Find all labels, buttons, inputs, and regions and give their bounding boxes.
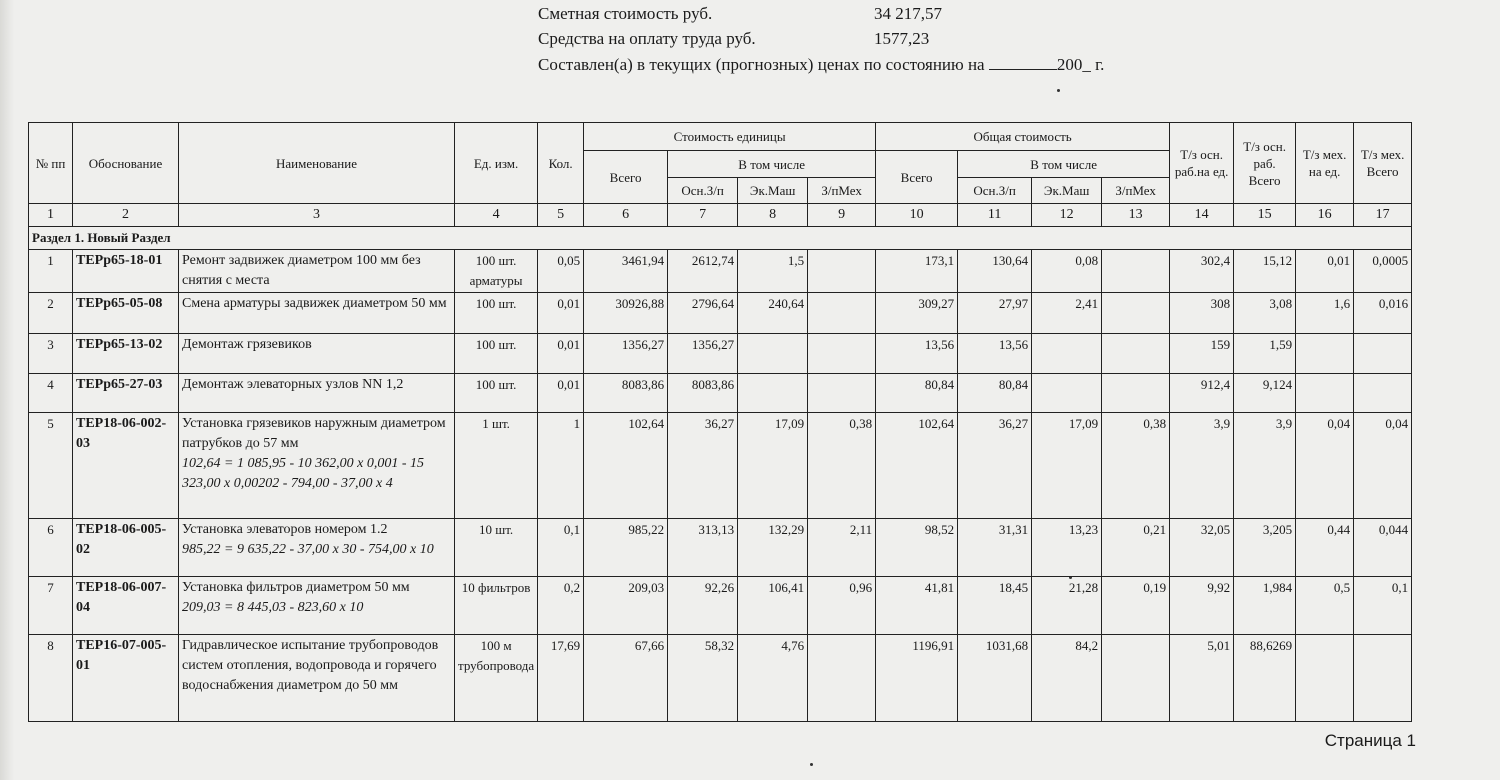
col-header-qty: Кол. [538,123,584,204]
row-tz-osn-ed: 302,4 [1170,250,1234,293]
row-qty: 0,01 [538,293,584,334]
row-name [179,577,455,635]
row-number: 6 [29,519,73,577]
col-header-unit-osn: Осн.З/п [668,178,738,204]
column-numbers-row [29,204,1412,227]
row-total-cost-ekmash [1032,374,1102,413]
row-unit: 1 шт. [455,413,538,519]
table-row [29,293,1412,334]
row-total-cost-osn: 18,45 [958,577,1032,635]
col-number: 17 [1354,204,1412,227]
col-number: 9 [808,204,876,227]
row-tz-meh-ed: 0,44 [1296,519,1354,577]
row-name [179,374,455,413]
row-code: ТЕР18-06-007-04 [73,577,179,635]
row-total-cost-zpmeh [1102,334,1170,374]
row-tz-meh-ed [1296,334,1354,374]
row-code: ТЕРр65-18-01 [73,250,179,293]
row-name-text: Установка фильтров диаметром 50 мм [182,580,410,595]
row-total-cost-zpmeh: 0,21 [1102,519,1170,577]
row-qty: 0,01 [538,334,584,374]
row-tz-meh-all [1354,374,1412,413]
row-tz-meh-all: 0,044 [1354,519,1412,577]
section-title: Раздел 1. Новый Раздел [29,227,1412,250]
labor-cost-line [538,29,929,49]
row-number: 3 [29,334,73,374]
row-total-cost-all: 309,27 [876,293,958,334]
row-total-cost-osn: 36,27 [958,413,1032,519]
row-qty: 1 [538,413,584,519]
row-tz-osn-ed: 308 [1170,293,1234,334]
row-unit: 100 шт. [455,374,538,413]
table-row [29,413,1412,519]
col-header-total-all: Всего [876,151,958,204]
col-header-basis: Обоснование [73,123,179,204]
row-tz-meh-ed: 0,04 [1296,413,1354,519]
row-tz-osn-all: 1,59 [1234,334,1296,374]
row-number: 5 [29,413,73,519]
row-tz-meh-ed: 0,5 [1296,577,1354,635]
col-number: 10 [876,204,958,227]
row-unit-cost-zpmeh: 0,96 [808,577,876,635]
col-number: 6 [584,204,668,227]
row-tz-meh-ed [1296,635,1354,722]
row-total-cost-all: 102,64 [876,413,958,519]
row-unit-cost-zpmeh: 2,11 [808,519,876,577]
col-number: 5 [538,204,584,227]
table-row [29,577,1412,635]
estimated-cost-line [538,4,942,24]
col-number: 13 [1102,204,1170,227]
section-row [29,227,1412,250]
row-number: 8 [29,635,73,722]
row-tz-osn-all: 3,205 [1234,519,1296,577]
row-name [179,519,455,577]
row-unit-cost-ekmash: 1,5 [738,250,808,293]
header-row-1 [29,123,1412,151]
row-formula: 102,64 = 1 085,95 - 10 362,00 x 0,001 - 15 323,00 x 0,00202 - 794,00 - 37,00 x 4 [182,456,424,491]
row-unit-cost-ekmash: 4,76 [738,635,808,722]
scan-speck [1057,89,1060,92]
col-header-unit-zpmeh: З/пМех [808,178,876,204]
col-number: 4 [455,204,538,227]
row-code: ТЕРр65-05-08 [73,293,179,334]
prices-date-line [538,55,1104,75]
row-total-cost-osn: 27,97 [958,293,1032,334]
col-number: 7 [668,204,738,227]
row-unit-cost-zpmeh [808,293,876,334]
labor-cost-label: Средства на оплату труда руб. [538,29,756,48]
row-unit-cost-ekmash: 106,41 [738,577,808,635]
row-unit-cost-zpmeh [808,334,876,374]
row-name-text: Смена арматуры задвижек диаметром 50 мм [182,296,447,311]
col-number: 15 [1234,204,1296,227]
row-name [179,250,455,293]
row-tz-meh-all: 0,0005 [1354,250,1412,293]
row-tz-osn-ed: 912,4 [1170,374,1234,413]
row-tz-meh-ed: 0,01 [1296,250,1354,293]
row-total-cost-zpmeh: 0,38 [1102,413,1170,519]
row-unit: 100 шт. [455,334,538,374]
row-unit: 100 шт. арматуры [455,250,538,293]
col-header-tz-meh-all: Т/з мех. Всего [1354,123,1412,204]
table-row [29,334,1412,374]
row-total-cost-zpmeh [1102,293,1170,334]
col-number: 2 [73,204,179,227]
col-header-total-ekmash: Эк.Маш [1032,178,1102,204]
date-blank-line [989,55,1057,70]
estimated-cost-value: 34 217,57 [874,4,942,23]
page-number: Страница 1 [1324,731,1416,750]
row-tz-osn-all: 88,6269 [1234,635,1296,722]
row-unit-cost-osn: 2612,74 [668,250,738,293]
row-total-cost-all: 41,81 [876,577,958,635]
row-name-text: Гидравлическое испытание трубопроводов систем отопления, водопровода и горячего водоснабжения диаметром до 50 мм [182,638,439,693]
col-header-total-osn: Осн.З/п [958,178,1032,204]
row-code: ТЕРр65-27-03 [73,374,179,413]
row-unit-cost-ekmash [738,374,808,413]
scan-speck [810,763,813,766]
row-unit-cost-ekmash: 17,09 [738,413,808,519]
row-formula: 209,03 = 8 445,03 - 823,60 x 10 [182,600,364,615]
table-row [29,374,1412,413]
row-name [179,635,455,722]
row-tz-osn-all: 3,08 [1234,293,1296,334]
row-code: ТЕР18-06-002-03 [73,413,179,519]
table-row [29,250,1412,293]
row-tz-osn-all: 1,984 [1234,577,1296,635]
col-header-no: № пп [29,123,73,204]
row-qty: 0,05 [538,250,584,293]
estimated-cost-label: Сметная стоимость руб. [538,4,713,23]
row-unit-cost-zpmeh [808,635,876,722]
prices-date-prefix: Составлен(а) в текущих (прогнозных) ценах по состоянию на [538,55,985,74]
col-header-total-zpmeh: З/пМех [1102,178,1170,204]
row-number: 4 [29,374,73,413]
row-unit-cost-all: 30926,88 [584,293,668,334]
row-unit-cost-all: 985,22 [584,519,668,577]
row-unit: 100 шт. [455,293,538,334]
row-total-cost-ekmash: 2,41 [1032,293,1102,334]
col-number: 11 [958,204,1032,227]
row-total-cost-osn: 13,56 [958,334,1032,374]
row-unit: 10 шт. [455,519,538,577]
row-unit-cost-osn: 313,13 [668,519,738,577]
row-unit: 10 фильтров [455,577,538,635]
row-tz-meh-ed: 1,6 [1296,293,1354,334]
col-number: 1 [29,204,73,227]
col-number: 14 [1170,204,1234,227]
row-code: ТЕР18-06-005-02 [73,519,179,577]
row-tz-meh-all: 0,016 [1354,293,1412,334]
col-number: 3 [179,204,455,227]
row-tz-osn-all: 15,12 [1234,250,1296,293]
row-unit-cost-osn: 58,32 [668,635,738,722]
row-total-cost-zpmeh [1102,635,1170,722]
col-header-unit-cost: Стоимость единицы [584,123,876,151]
row-number: 2 [29,293,73,334]
labor-cost-value: 1577,23 [874,29,930,48]
col-number: 16 [1296,204,1354,227]
row-tz-osn-ed: 9,92 [1170,577,1234,635]
row-total-cost-osn: 130,64 [958,250,1032,293]
table-row [29,635,1412,722]
row-unit-cost-osn: 92,26 [668,577,738,635]
row-tz-meh-all: 0,1 [1354,577,1412,635]
row-tz-meh-all [1354,334,1412,374]
col-header-tz-osn-ed: Т/з осн. раб.на ед. [1170,123,1234,204]
row-total-cost-all: 1196,91 [876,635,958,722]
row-total-cost-all: 13,56 [876,334,958,374]
row-unit-cost-osn: 36,27 [668,413,738,519]
row-unit-cost-all: 102,64 [584,413,668,519]
col-header-unit: Ед. изм. [455,123,538,204]
row-tz-osn-all: 3,9 [1234,413,1296,519]
row-unit-cost-all: 1356,27 [584,334,668,374]
row-unit-cost-all: 209,03 [584,577,668,635]
row-formula: 985,22 = 9 635,22 - 37,00 x 30 - 754,00 x 10 [182,542,434,557]
col-header-total-incl: В том числе [958,151,1170,178]
row-total-cost-ekmash: 84,2 [1032,635,1102,722]
row-unit-cost-ekmash: 132,29 [738,519,808,577]
row-total-cost-osn: 1031,68 [958,635,1032,722]
col-number: 8 [738,204,808,227]
row-code: ТЕР16-07-005-01 [73,635,179,722]
col-header-unit-ekmash: Эк.Маш [738,178,808,204]
row-total-cost-osn: 31,31 [958,519,1032,577]
row-unit-cost-zpmeh [808,374,876,413]
row-tz-osn-ed: 5,01 [1170,635,1234,722]
row-name [179,334,455,374]
row-number: 1 [29,250,73,293]
row-tz-osn-all: 9,124 [1234,374,1296,413]
estimate-table [28,122,1412,722]
row-name-text: Ремонт задвижек диаметром 100 мм без снятия с места [182,253,421,288]
scan-edge [0,0,14,780]
row-total-cost-zpmeh: 0,19 [1102,577,1170,635]
row-name [179,413,455,519]
row-name-text: Установка грязевиков наружным диаметром патрубков до 57 мм [182,416,446,451]
row-qty: 0,2 [538,577,584,635]
row-total-cost-all: 173,1 [876,250,958,293]
col-header-total-cost: Общая стоимость [876,123,1170,151]
row-qty: 0,01 [538,374,584,413]
col-header-unit-all: Всего [584,151,668,204]
row-total-cost-ekmash: 17,09 [1032,413,1102,519]
row-name [179,293,455,334]
col-header-name: Наименование [179,123,455,204]
col-header-unit-incl: В том числе [668,151,876,178]
row-unit-cost-osn: 8083,86 [668,374,738,413]
row-unit-cost-all: 67,66 [584,635,668,722]
row-unit-cost-zpmeh [808,250,876,293]
row-unit-cost-ekmash [738,334,808,374]
row-total-cost-osn: 80,84 [958,374,1032,413]
row-unit-cost-osn: 2796,64 [668,293,738,334]
row-tz-meh-all: 0,04 [1354,413,1412,519]
prices-date-suffix: 200_ г. [1056,55,1105,74]
row-name-text: Демонтаж элеваторных узлов NN 1,2 [182,377,404,392]
row-unit-cost-zpmeh: 0,38 [808,413,876,519]
row-total-cost-ekmash: 13,23 [1032,519,1102,577]
row-total-cost-zpmeh [1102,374,1170,413]
row-name-text: Установка элеваторов номером 1.2 [182,522,388,537]
col-header-tz-meh-ed: Т/з мех. на ед. [1296,123,1354,204]
row-tz-osn-ed: 159 [1170,334,1234,374]
row-unit-cost-all: 8083,86 [584,374,668,413]
row-total-cost-ekmash [1032,334,1102,374]
row-tz-osn-ed: 3,9 [1170,413,1234,519]
row-total-cost-zpmeh [1102,250,1170,293]
row-total-cost-all: 98,52 [876,519,958,577]
row-code: ТЕРр65-13-02 [73,334,179,374]
table-row [29,519,1412,577]
row-unit: 100 м трубопровода [455,635,538,722]
row-tz-osn-ed: 32,05 [1170,519,1234,577]
row-total-cost-all: 80,84 [876,374,958,413]
col-header-tz-osn-all: Т/з осн. раб. Всего [1234,123,1296,204]
row-total-cost-ekmash: 21,28 [1032,577,1102,635]
row-total-cost-ekmash: 0,08 [1032,250,1102,293]
row-tz-meh-all [1354,635,1412,722]
col-number: 12 [1032,204,1102,227]
row-qty: 0,1 [538,519,584,577]
row-unit-cost-ekmash: 240,64 [738,293,808,334]
row-qty: 17,69 [538,635,584,722]
row-number: 7 [29,577,73,635]
row-unit-cost-osn: 1356,27 [668,334,738,374]
row-tz-meh-ed [1296,374,1354,413]
row-unit-cost-all: 3461,94 [584,250,668,293]
row-name-text: Демонтаж грязевиков [182,337,312,352]
